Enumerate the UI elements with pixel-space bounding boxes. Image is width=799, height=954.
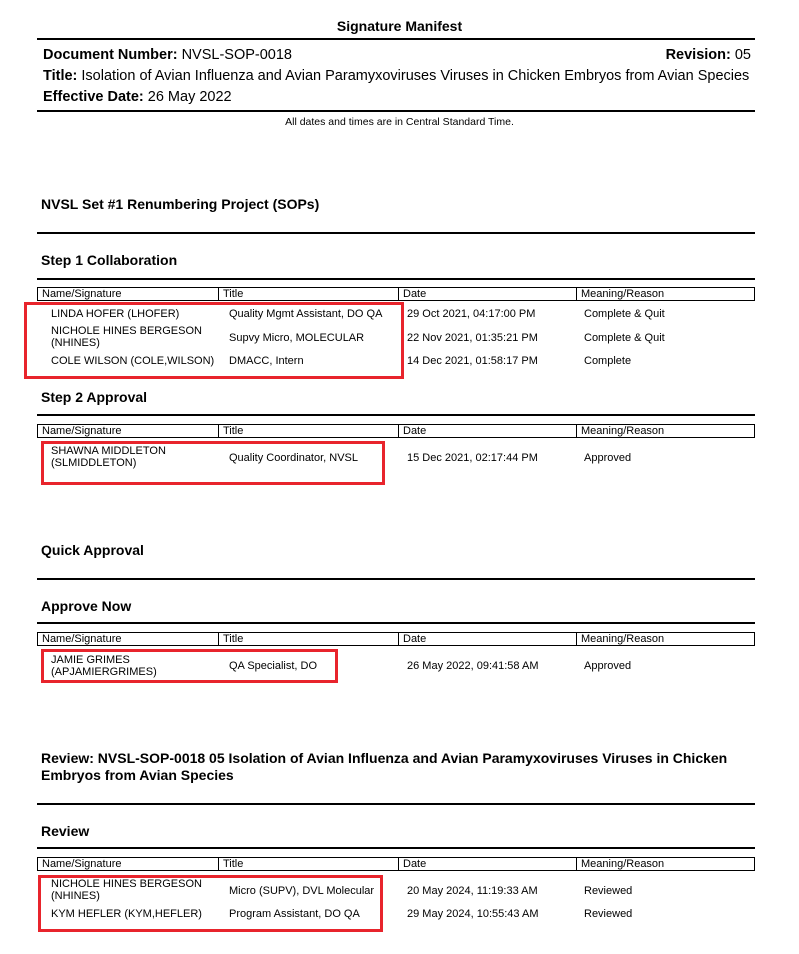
table-cell-meaning: Complete & Quit bbox=[584, 308, 665, 320]
section-title-review: Review bbox=[41, 823, 90, 839]
col-meaning-header: Meaning/Reason bbox=[576, 425, 664, 438]
table-cell-meaning: Reviewed bbox=[584, 908, 633, 920]
page-title: Signature Manifest bbox=[336, 18, 463, 34]
col-date-header: Date bbox=[398, 858, 426, 871]
project-title: NVSL Set #1 Renumbering Project (SOPs) bbox=[41, 196, 320, 212]
divider bbox=[37, 622, 755, 624]
col-date-header: Date bbox=[398, 425, 426, 438]
title-value: Isolation of Avian Influenza and Avian Paramyxoviruses Viruses in Chicken Embryos from Avian Species bbox=[81, 68, 750, 84]
table-cell-meaning: Approved bbox=[584, 452, 632, 464]
col-title-header: Title bbox=[218, 425, 243, 438]
table-cell-name: KYM HEFLER (KYM,HEFLER) bbox=[51, 908, 202, 920]
table-cell-title: Quality Coordinator, NVSL bbox=[229, 452, 359, 464]
col-date-header: Date bbox=[398, 633, 426, 646]
effective-date-line bbox=[43, 89, 232, 105]
table-cell-date: 26 May 2022, 09:41:58 AM bbox=[407, 660, 539, 672]
section-title-approve-now: Approve Now bbox=[41, 598, 132, 614]
timezone-note: All dates and times are in Central Standard Time. bbox=[285, 116, 514, 128]
table-cell-date: 20 May 2024, 11:19:33 AM bbox=[407, 885, 538, 897]
col-name-header: Name/Signature bbox=[42, 288, 122, 300]
table-cell-date: 29 May 2024, 10:55:43 AM bbox=[407, 908, 539, 920]
section-title-step1: Step 1 Collaboration bbox=[41, 252, 178, 268]
col-name-header: Name/Signature bbox=[42, 425, 122, 437]
col-title-header: Title bbox=[218, 633, 243, 646]
table-header bbox=[37, 857, 755, 871]
doc-number-line bbox=[43, 47, 292, 63]
title-label: Title: bbox=[43, 68, 78, 84]
title-line bbox=[43, 68, 758, 84]
divider bbox=[37, 38, 755, 40]
highlight-box bbox=[38, 875, 383, 932]
divider bbox=[37, 110, 755, 112]
table-cell-name: JAMIE GRIMES (APJAMIERGRIMES) bbox=[51, 654, 157, 678]
table-cell-name: SHAWNA MIDDLETON (SLMIDDLETON) bbox=[51, 445, 166, 469]
table-cell-meaning: Reviewed bbox=[584, 885, 633, 897]
effective-date-value: 26 May 2022 bbox=[147, 89, 232, 105]
divider bbox=[37, 803, 755, 805]
table-cell-name: NICHOLE HINES BERGESON (NHINES) bbox=[51, 325, 202, 349]
table-cell-name: NICHOLE HINES BERGESON (NHINES) bbox=[51, 878, 202, 902]
revision-line bbox=[666, 47, 751, 63]
table-cell-meaning: Complete & Quit bbox=[584, 332, 665, 344]
col-meaning-header: Meaning/Reason bbox=[576, 633, 664, 646]
col-title-header: Title bbox=[218, 858, 243, 871]
table-cell-title: DMACC, Intern bbox=[229, 355, 304, 367]
divider bbox=[37, 847, 755, 849]
col-date-header: Date bbox=[398, 288, 426, 301]
table-cell-title: QA Specialist, DO bbox=[229, 660, 318, 672]
doc-number-value: NVSL-SOP-0018 bbox=[181, 47, 292, 63]
col-meaning-header: Meaning/Reason bbox=[576, 858, 664, 871]
table-cell-title: Quality Mgmt Assistant, DO QA bbox=[229, 308, 383, 320]
doc-number-label: Document Number: bbox=[43, 47, 178, 63]
effective-date-label: Effective Date: bbox=[43, 89, 144, 105]
col-name-header: Name/Signature bbox=[42, 858, 122, 870]
highlight-box bbox=[41, 649, 338, 683]
table-cell-date: 14 Dec 2021, 01:58:17 PM bbox=[407, 355, 538, 367]
col-name-header: Name/Signature bbox=[42, 633, 122, 645]
revision-value: 05 bbox=[734, 47, 751, 63]
table-cell-date: 29 Oct 2021, 04:17:00 PM bbox=[407, 308, 536, 320]
table-header bbox=[37, 287, 755, 301]
table-cell-title: Program Assistant, DO QA bbox=[229, 908, 360, 920]
divider bbox=[37, 414, 755, 416]
table-cell-date: 15 Dec 2021, 02:17:44 PM bbox=[407, 452, 538, 464]
section-title-quick: Quick Approval bbox=[41, 542, 144, 558]
col-title-header: Title bbox=[218, 288, 243, 301]
table-header bbox=[37, 632, 755, 646]
table-cell-title: Supvy Micro, MOLECULAR bbox=[229, 332, 365, 344]
table-cell-name: COLE WILSON (COLE,WILSON) bbox=[51, 355, 215, 367]
revision-label: Revision: bbox=[665, 47, 731, 63]
highlight-box bbox=[24, 302, 404, 379]
section-title-step2: Step 2 Approval bbox=[41, 389, 148, 405]
table-cell-meaning: Complete bbox=[584, 355, 632, 367]
divider bbox=[37, 278, 755, 280]
table-cell-date: 22 Nov 2021, 01:35:21 PM bbox=[407, 332, 538, 344]
review-heading: Review: NVSL-SOP-0018 05 Isolation of Avian Influenza and Avian Paramyxoviruses Viruses in Chicken Embryos from Avian Species bbox=[41, 750, 728, 783]
table-cell-meaning: Approved bbox=[584, 660, 632, 672]
divider bbox=[37, 232, 755, 234]
highlight-box bbox=[41, 441, 385, 485]
table-cell-title: Micro (SUPV), DVL Molecular bbox=[229, 885, 375, 897]
table-cell-name: LINDA HOFER (LHOFER) bbox=[51, 308, 180, 320]
col-meaning-header: Meaning/Reason bbox=[576, 288, 664, 301]
divider bbox=[37, 578, 755, 580]
table-header bbox=[37, 424, 755, 438]
